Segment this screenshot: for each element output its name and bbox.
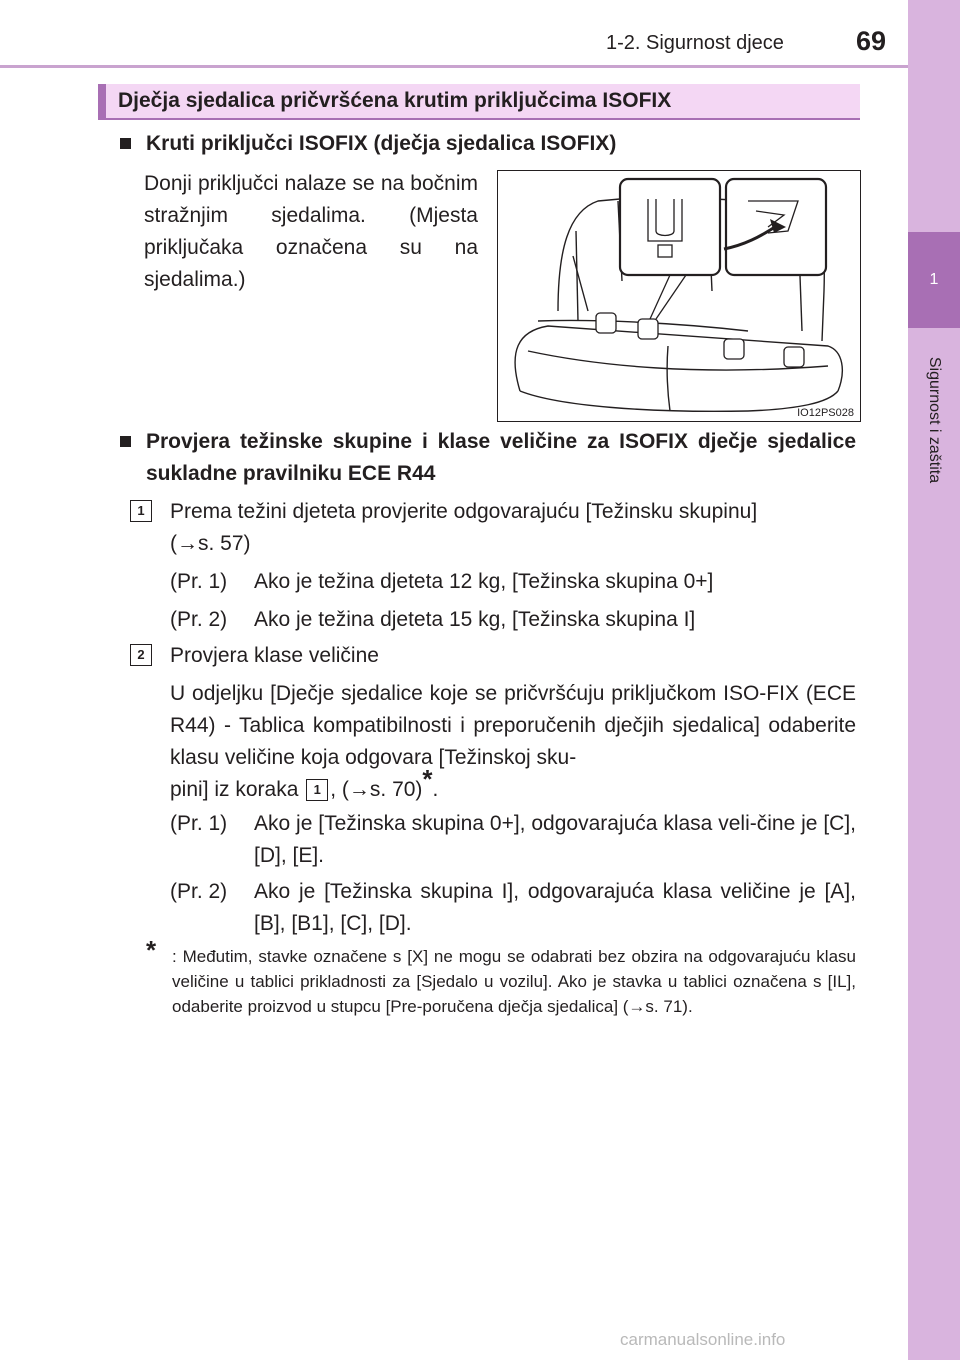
example-text: Ako je težina djeteta 15 kg, [Težinska skupina I] <box>254 608 696 631</box>
step-2-text-end <box>170 764 439 806</box>
watermark: carmanualsonline.info <box>620 1330 786 1349</box>
header-rule <box>0 65 908 68</box>
step-2-title: Provjera klase veličine <box>170 644 379 667</box>
page-number: 69 <box>856 26 887 56</box>
step-1-page-ref[interactable]: (→s. 57) <box>170 532 251 555</box>
step-2-period: . <box>432 778 439 801</box>
example-label: (Pr. 1) <box>170 570 228 593</box>
isofix-seat-illustration <box>497 170 861 422</box>
step-2-page-ref[interactable]: , (→s. 70) <box>330 778 423 801</box>
chapter-side-label: Sigurnost i zaštita <box>926 356 943 484</box>
example-text: Ako je [Težinska skupina I], odgovarajuća klasa veličine je [A], [B], [B1], [C], [D]. <box>254 880 856 935</box>
illustration-code: IO12PS028 <box>797 407 854 419</box>
anchor-location-text: Donji priključci nalaze se na bočnim stražnjim sjedalima. (Mjesta priključaka označena su na sjedalima.) <box>144 172 478 291</box>
step-2-text: U odjeljku [Dječje sjedalice koje se pričvršćuju priključkom ISO-FIX (ECE R44) - Tablica kompatibilnosti i preporučenih dječjih sjedalica] odaberite klasu veličine koja odgovara [Težinskoj sku- <box>170 682 856 769</box>
example-text: Ako je [Težinska skupina 0+], odgovarajuća klasa veli-čine je [C], [D], [E]. <box>254 812 856 867</box>
bullet-isofix-anchors <box>120 128 860 160</box>
bullet-square-icon <box>120 436 131 447</box>
rear-seat-drawing <box>498 171 860 421</box>
step-1-text: Prema težini djeteta provjerite odgovarajuću [Težinsku skupinu] <box>170 500 758 523</box>
example-label: (Pr. 1) <box>170 812 228 835</box>
section-title-bar <box>98 84 860 118</box>
step-1-reference-badge: 1 <box>306 779 328 801</box>
chapter-number-tab[interactable]: 1 <box>908 232 960 328</box>
bullet-title: Provjera težinske skupine i klase veličine za ISOFIX dječje sjedalice sukladne pravilniku ECE R44 <box>146 430 856 485</box>
footnote-text: : Međutim, stavke označene s [X] ne mogu se odabrati bez obzira na odgovarajuću klasu veličine u tablici prikladnosti za [Sjedalo u vozilu]. Ako je stavka u tablici označena s [IL], odaberite proizvod u stupcu [Pre-poručena dječja sjedalica] (→s. 71). <box>172 947 856 1016</box>
footnote-star: * <box>146 935 157 965</box>
bullet-title: Kruti priključci ISOFIX (dječja sjedalica ISOFIX) <box>146 132 617 155</box>
bullet-size-class-check <box>120 426 856 490</box>
example-label: (Pr. 2) <box>170 880 228 903</box>
footnote <box>146 935 856 1019</box>
chapter-side-tab <box>908 0 960 1360</box>
chapter-title: 1-2. Sigurnost djece <box>606 32 784 54</box>
example-text: Ako je težina djeteta 12 kg, [Težinska skupina 0+] <box>254 570 714 593</box>
step-2-badge: 2 <box>130 644 152 666</box>
step-2-text-end-before: pini] iz koraka <box>170 778 299 801</box>
example-label: (Pr. 2) <box>170 608 228 631</box>
footnote-star: * <box>422 764 433 794</box>
section-rule <box>98 118 860 120</box>
section-title: Dječja sjedalica pričvršćena krutim priključcima ISOFIX <box>118 89 672 112</box>
bullet-square-icon <box>120 138 131 149</box>
step-1-badge: 1 <box>130 500 152 522</box>
